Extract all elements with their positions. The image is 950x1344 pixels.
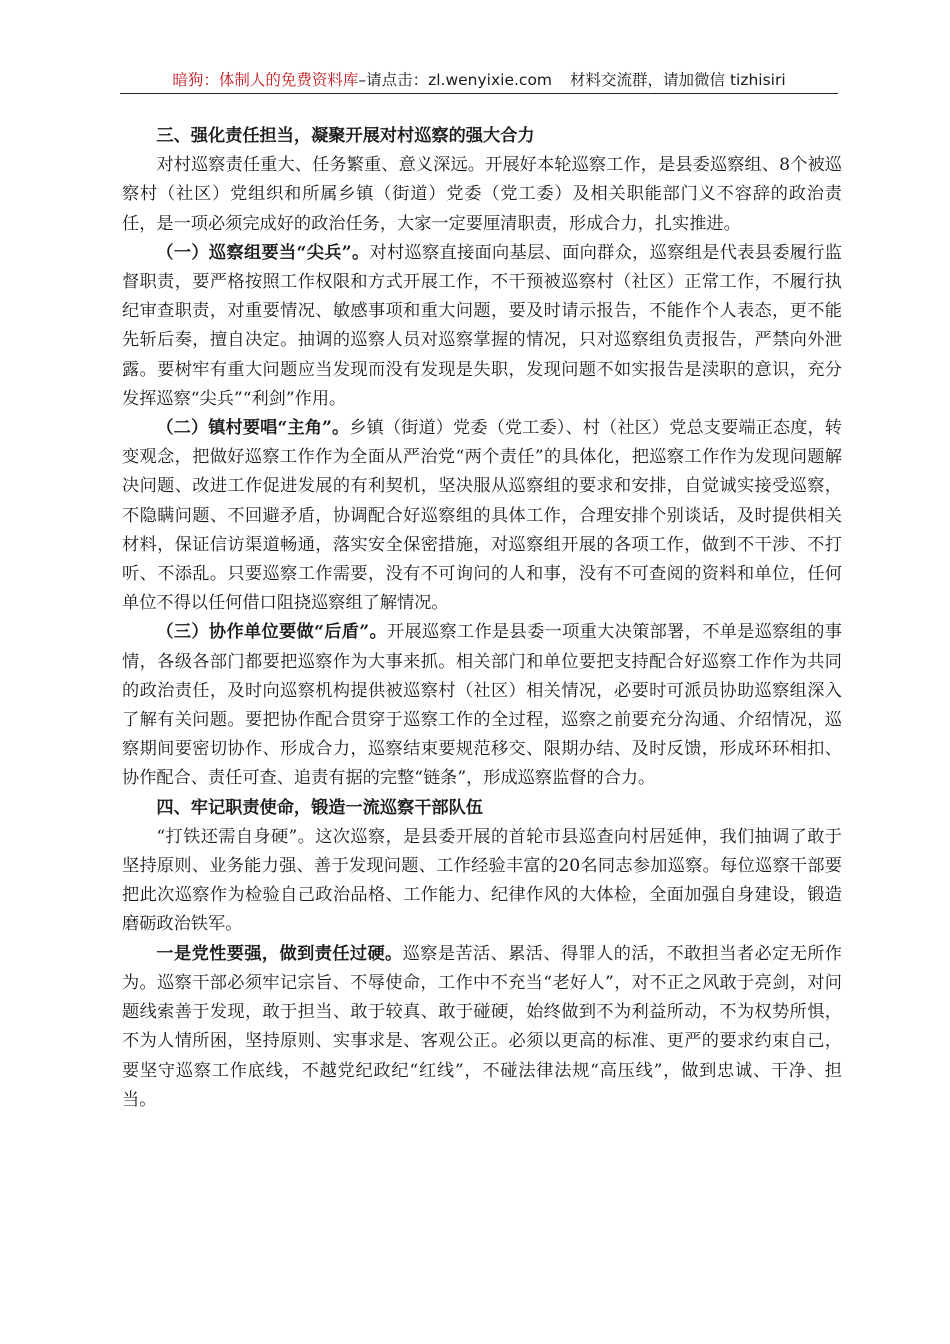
section3-item3 [122,618,842,793]
section4-item1-body: 巡察是苦活、累活、得罪人的活，不敢担当者必定无所作为。巡察干部必须牢记宗旨、不辱使命，工作中不充当“老好人”，对不正之风敢于亮剑，对问题线索善于发现，敢于担当、敢于较真、敢于碰硬，始终做到不为利益所动，不为权势所惧，不为人情所困，坚持原则、实事求是、客观公正。必须以更高的标准、更严的要求约束自己，要坚守巡察工作底线，不越党纪政纪“红线”，不碰法律法规“高压线”，做到忠诚、干净、担当。 [122,943,842,1110]
header-site-name: 暗狗：体制人的免费资料库 [172,71,359,89]
header-divider [120,93,838,94]
header-url-link[interactable]: zl.wenyixie.com [428,71,553,89]
section3-item2-title: （二）镇村要唱“主角”。 [156,418,350,439]
section3-item3-body: 开展巡察工作是县委一项重大决策部署，不单是巡察组的事情，各级各部门都要把巡察作为大事来抓。相关部门和单位要把支持配合好巡察工作作为共同的政治责任，及时向巡察机构提供被巡察村（社区）相关情况，必要时可派员协助巡察组深入了解有关问题。要把协作配合贯穿于巡察工作的全过程，巡察之前要充分沟通、介绍情况，巡察期间要密切协作、形成合力，巡察结束要规范移交、限期办结、及时反馈，形成环环相扣、协作配合、责任可查、追责有据的完整“链条”，形成巡察监督的合力。 [122,622,842,789]
section3-item1-title: （一）巡察组要当“尖兵”。 [156,242,370,263]
document-body [122,122,842,1115]
section3-item1 [122,239,842,414]
section3-item3-title: （三）协作单位要做“后盾”。 [156,622,387,643]
header-click-prompt: –请点击： [358,71,429,89]
section3-item2 [122,414,842,618]
section3-item2-body: 乡镇（街道）党委（党工委）、村（社区）党总支要端正态度，转变观念，把做好巡察工作作为全面从严治党“两个责任”的具体化，把巡察工作作为发现问题解决问题、改进工作促进发展的有利契机，坚决服从巡察组的要求和安排，自觉诚实接受巡察，不隐瞒问题、不回避矛盾，协调配合好巡察组的具体工作，合理安排个别谈话，及时提供相关材料，保证信访渠道畅通，落实安全保密措施，对巡察组开展的各项工作，做到不干涉、不打听、不添乱。只要巡察工作需要，没有不可询问的人和事，没有不可查阅的资料和单位，任何单位不得以任何借口阻挠巡察组了解情况。 [122,418,842,614]
page-header [120,66,838,94]
section3-intro: 对村巡察责任重大、任务繁重、意义深远。开展好本轮巡察工作，是县委巡察组、8个被巡察村（社区）党组织和所属乡镇（街道）党委（党工委）及相关职能部门义不容辞的政治责任，是一项必须完成好的政治任务，大家一定要厘清职责，形成合力，扎实推进。 [122,155,842,234]
section3-item1-body: 对村巡察直接面向基层、面向群众，巡察组是代表县委履行监督职责，要严格按照工作权限和方式开展工作，不干预被巡察村（社区）正常工作，不履行执纪审查职责，对重要情况、敏感事项和重大问题，要及时请示报告，不能作个人表态，更不能先斩后奏，擅自决定。抽调的巡察人员对巡察掌握的情况，只对巡察组负责报告，严禁向外泄露。要树牢有重大问题应当发现而没有发现是失职，发现问题不如实报告是渎职的意识，充分发挥巡察“尖兵”“利剑”作用。 [122,242,842,409]
section4-intro: “打铁还需自身硬”。这次巡察，是县委开展的首轮市县巡查向村居延伸，我们抽调了敢于坚持原则、业务能力强、善于发现问题、工作经验丰富的20名同志参加巡察。每位巡察干部要把此次巡察作为检验自己政治品格、工作能力、纪律作风的大体检，全面加强自身建设，锻造磨砺政治铁军。 [122,826,842,935]
section4-item1-title: 一是党性要强，做到责任过硬。 [156,943,403,964]
section4-heading: 四、牢记职责使命，锻造一流巡察干部队伍 [156,797,483,818]
header-group-text: 材料交流群，请加微信 tizhisiri [570,71,786,89]
section4-item1 [122,940,842,1115]
section3-heading: 三、强化责任担当，凝聚开展对村巡察的强大合力 [156,126,535,146]
